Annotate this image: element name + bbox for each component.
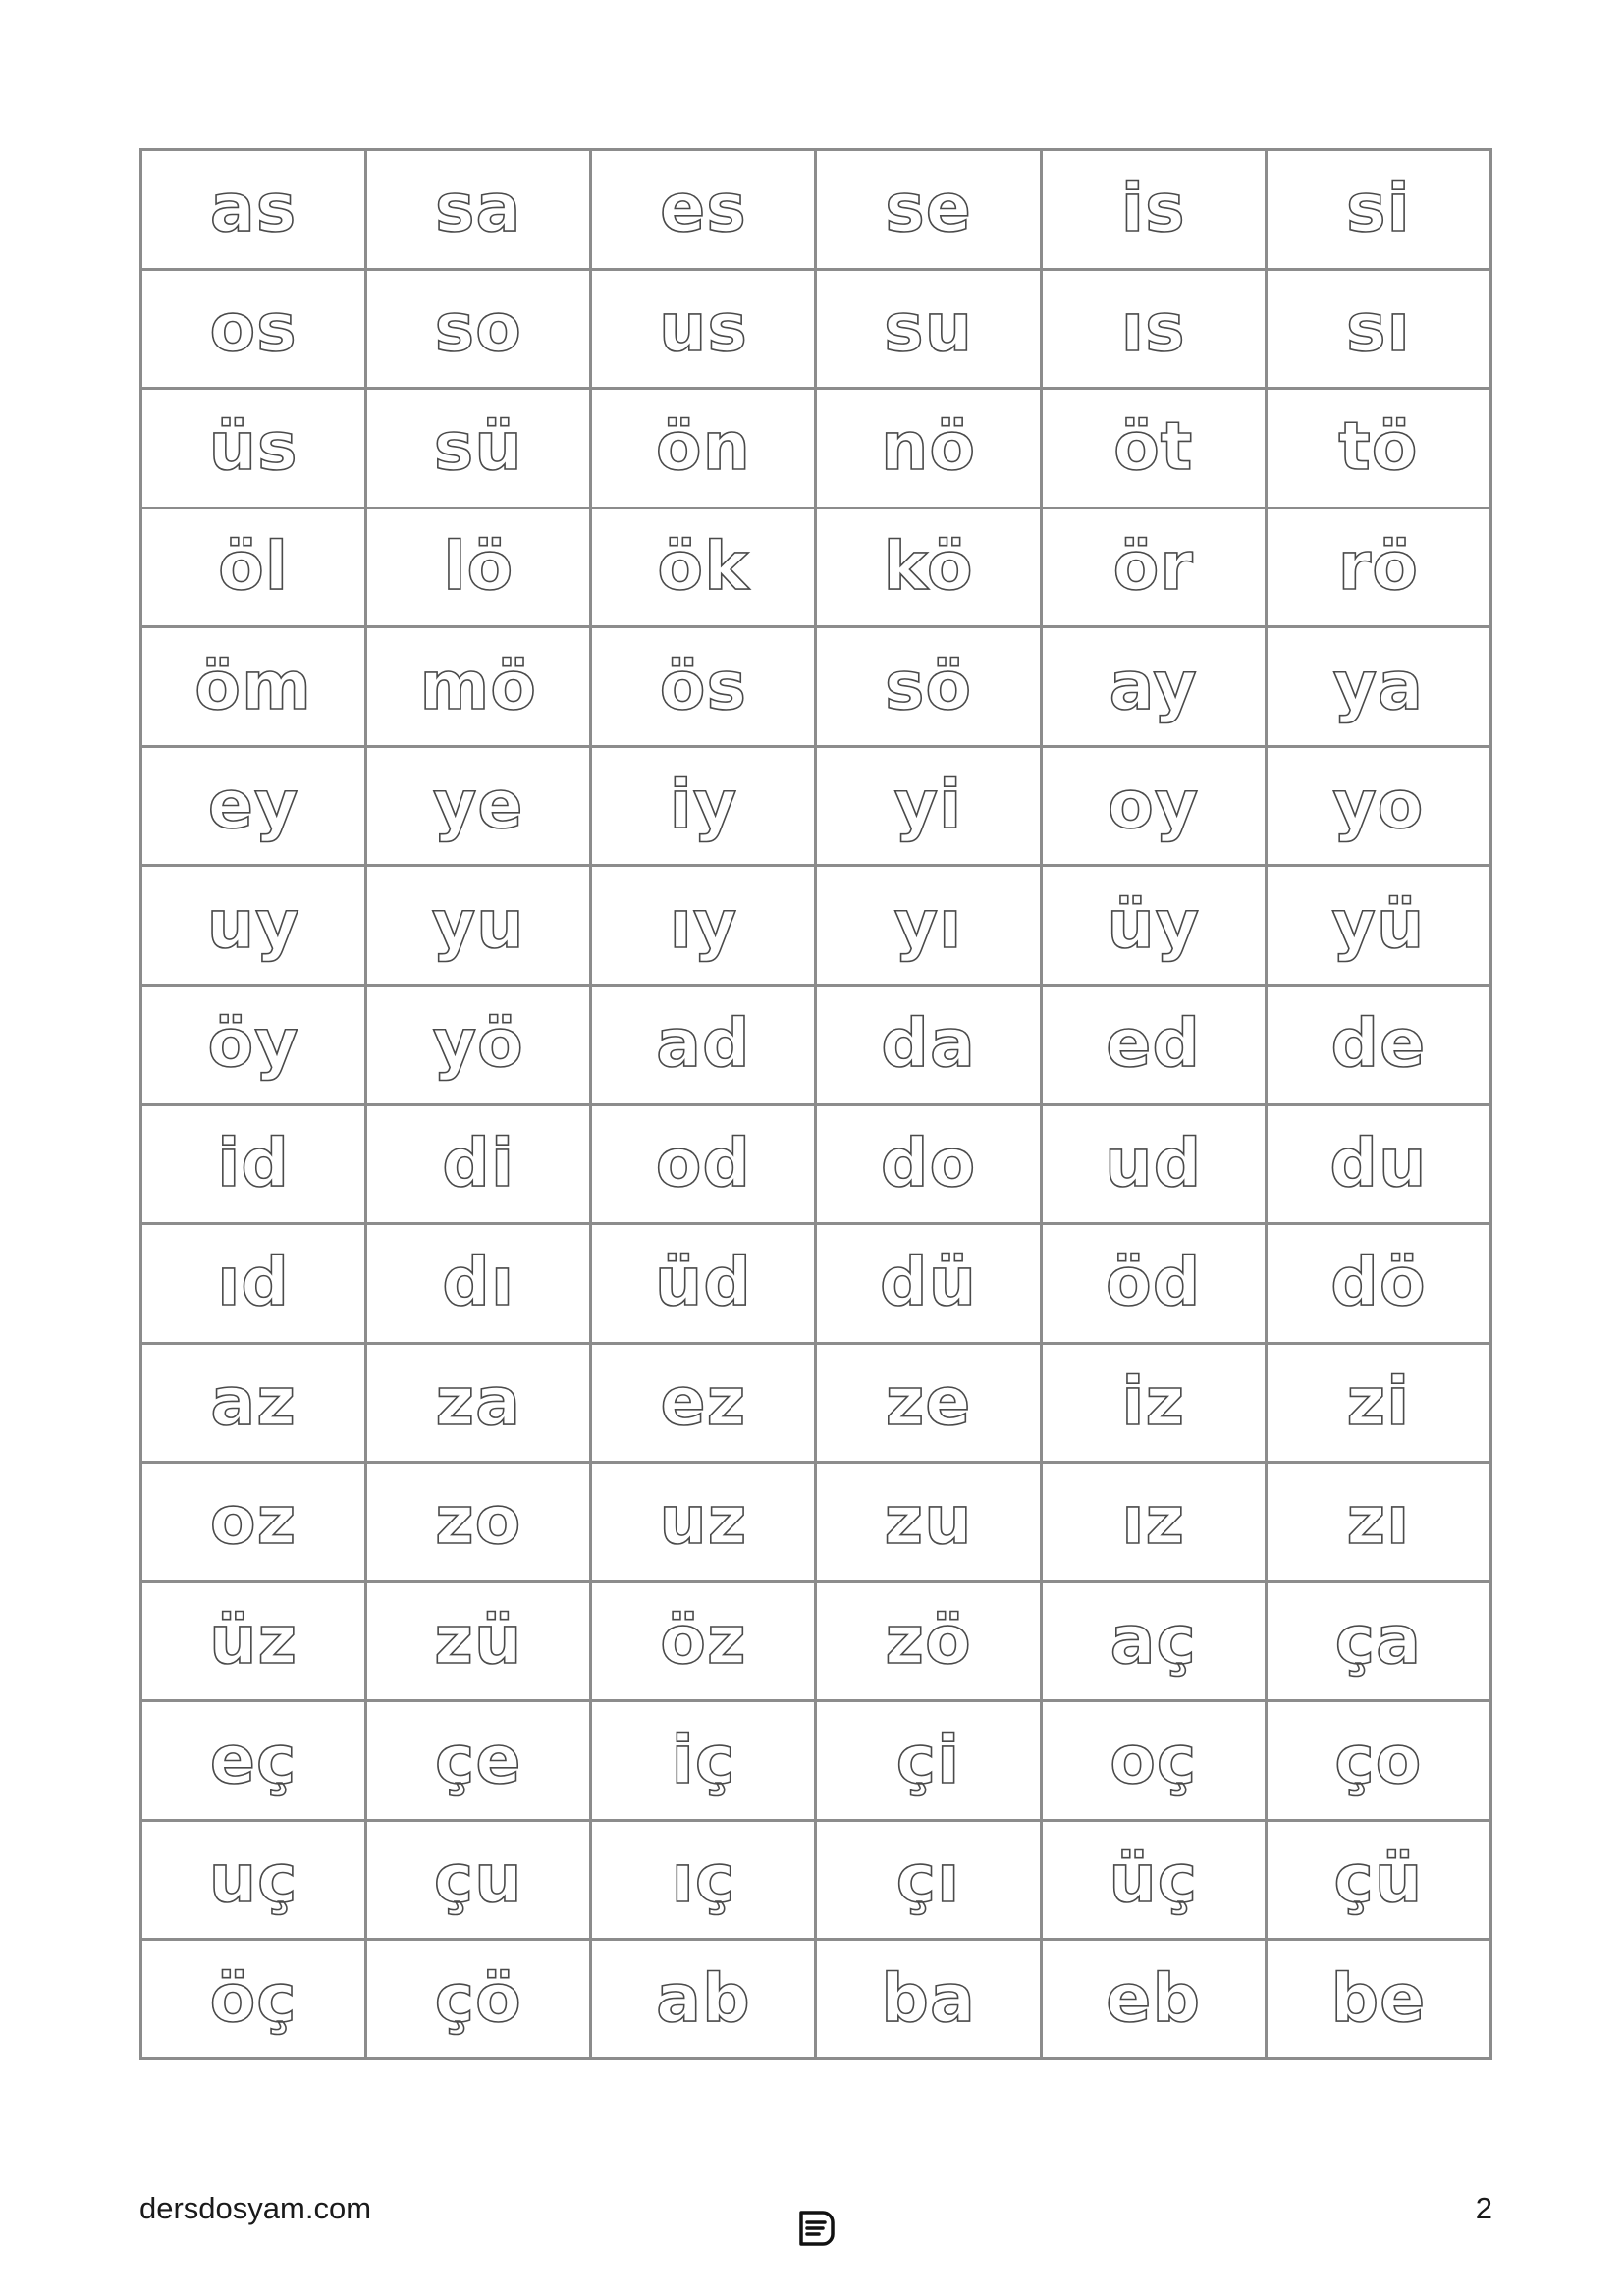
tracing-syllable: se bbox=[885, 170, 972, 248]
grid-cell bbox=[591, 1940, 816, 2059]
tracing-syllable: zu bbox=[884, 1482, 973, 1561]
tracing-syllable: dı bbox=[442, 1244, 515, 1322]
tracing-syllable: ab bbox=[656, 1959, 751, 2038]
tracing-syllable: çı bbox=[895, 1841, 961, 1919]
tracing-syllable: rö bbox=[1337, 527, 1420, 606]
tracing-syllable: od bbox=[655, 1124, 752, 1202]
tracing-syllable: öd bbox=[1106, 1244, 1202, 1322]
grid-cell bbox=[1041, 1104, 1266, 1224]
tracing-syllable: iz bbox=[1121, 1362, 1186, 1441]
tracing-syllable: sü bbox=[433, 408, 523, 487]
grid-row bbox=[141, 507, 1491, 627]
tracing-syllable: do bbox=[880, 1124, 977, 1202]
grid-cell bbox=[1041, 1581, 1266, 1701]
grid-cell bbox=[591, 1701, 816, 1821]
syllable-grid-body bbox=[141, 150, 1491, 2059]
grid-cell bbox=[591, 1820, 816, 1940]
tracing-syllable: öç bbox=[209, 1959, 298, 2038]
grid-cell bbox=[366, 507, 591, 627]
tracing-syllable: be bbox=[1330, 1959, 1427, 2038]
tracing-syllable: ed bbox=[1106, 1005, 1202, 1084]
grid-row bbox=[141, 1463, 1491, 1582]
grid-cell bbox=[1266, 1701, 1490, 1821]
tracing-syllable: za bbox=[435, 1362, 521, 1441]
tracing-syllable: us bbox=[658, 289, 748, 367]
grid-row bbox=[141, 1581, 1491, 1701]
grid-cell bbox=[1266, 866, 1490, 986]
grid-cell bbox=[1041, 627, 1266, 747]
tracing-syllable: kö bbox=[883, 527, 974, 606]
tracing-syllable: üy bbox=[1107, 885, 1201, 964]
grid-row bbox=[141, 1820, 1491, 1940]
tracing-syllable: ud bbox=[1105, 1124, 1203, 1202]
tracing-syllable: ça bbox=[1334, 1602, 1422, 1681]
grid-cell bbox=[366, 1343, 591, 1463]
grid-cell bbox=[366, 389, 591, 508]
tracing-syllable: ay bbox=[1109, 647, 1198, 725]
tracing-syllable: iç bbox=[671, 1721, 736, 1799]
grid-cell bbox=[1266, 507, 1490, 627]
tracing-syllable: uy bbox=[206, 885, 300, 964]
grid-row bbox=[141, 1701, 1491, 1821]
tracing-syllable: ıç bbox=[671, 1841, 736, 1919]
grid-cell bbox=[141, 627, 366, 747]
tracing-syllable: ız bbox=[1121, 1482, 1186, 1561]
tracing-syllable: sa bbox=[435, 170, 522, 248]
grid-cell bbox=[141, 1940, 366, 2059]
tracing-syllable: ön bbox=[655, 408, 751, 487]
tracing-syllable: os bbox=[209, 289, 298, 367]
grid-cell bbox=[366, 1820, 591, 1940]
grid-cell bbox=[141, 1581, 366, 1701]
grid-row bbox=[141, 389, 1491, 508]
tracing-syllable: az bbox=[210, 1362, 297, 1441]
tracing-syllable: zo bbox=[435, 1482, 522, 1561]
tracing-syllable: dü bbox=[880, 1244, 978, 1322]
grid-cell bbox=[816, 1701, 1041, 1821]
grid-row bbox=[141, 1104, 1491, 1224]
grid-row bbox=[141, 866, 1491, 986]
tracing-syllable: öm bbox=[194, 647, 312, 725]
tracing-syllable: ök bbox=[657, 527, 750, 606]
grid-cell bbox=[1041, 1343, 1266, 1463]
footer-site-name: dersdosyam.com bbox=[139, 2191, 372, 2225]
grid-cell bbox=[1041, 1224, 1266, 1344]
tracing-syllable: yo bbox=[1332, 767, 1425, 845]
grid-cell bbox=[591, 1224, 816, 1344]
grid-cell bbox=[816, 389, 1041, 508]
tracing-syllable: oy bbox=[1108, 767, 1200, 845]
grid-cell bbox=[816, 1820, 1041, 1940]
tracing-syllable: ör bbox=[1112, 527, 1194, 606]
tracing-syllable: öy bbox=[207, 1005, 299, 1084]
tracing-syllable: ez bbox=[660, 1362, 747, 1441]
grid-cell bbox=[591, 269, 816, 389]
grid-cell bbox=[1266, 1224, 1490, 1344]
tracing-syllable: du bbox=[1329, 1124, 1428, 1202]
tracing-syllable: ya bbox=[1332, 647, 1424, 725]
grid-cell bbox=[1266, 746, 1490, 866]
grid-cell bbox=[591, 985, 816, 1104]
grid-row bbox=[141, 985, 1491, 1104]
page-number: 2 bbox=[1475, 2191, 1492, 2225]
tracing-syllable: as bbox=[209, 170, 298, 248]
grid-cell bbox=[366, 1463, 591, 1582]
grid-cell bbox=[1041, 1940, 1266, 2059]
grid-cell bbox=[366, 150, 591, 270]
grid-cell bbox=[816, 150, 1041, 270]
grid-cell bbox=[1041, 985, 1266, 1104]
grid-cell bbox=[366, 746, 591, 866]
grid-cell bbox=[141, 1104, 366, 1224]
tracing-syllable: zü bbox=[434, 1602, 523, 1681]
grid-cell bbox=[141, 507, 366, 627]
grid-cell bbox=[591, 1581, 816, 1701]
grid-row bbox=[141, 269, 1491, 389]
grid-cell bbox=[591, 389, 816, 508]
tracing-syllable: ad bbox=[656, 1005, 751, 1084]
grid-cell bbox=[141, 389, 366, 508]
tracing-syllable: zı bbox=[1346, 1482, 1411, 1561]
grid-cell bbox=[1041, 507, 1266, 627]
grid-cell bbox=[1266, 1820, 1490, 1940]
tracing-syllable: sö bbox=[884, 647, 973, 725]
grid-cell bbox=[1041, 1463, 1266, 1582]
grid-cell bbox=[366, 1581, 591, 1701]
grid-cell bbox=[816, 746, 1041, 866]
tracing-syllable: di bbox=[442, 1124, 515, 1202]
tracing-syllable: sı bbox=[1345, 289, 1411, 367]
grid-cell bbox=[1266, 1104, 1490, 1224]
grid-cell bbox=[366, 866, 591, 986]
tracing-syllable: oz bbox=[209, 1482, 298, 1561]
grid-cell bbox=[141, 985, 366, 1104]
tracing-syllable: iy bbox=[669, 767, 738, 845]
tracing-syllable: tö bbox=[1338, 408, 1419, 487]
tracing-syllable: üs bbox=[208, 408, 298, 487]
grid-cell bbox=[1266, 1581, 1490, 1701]
grid-cell bbox=[591, 1104, 816, 1224]
grid-cell bbox=[141, 866, 366, 986]
grid-row bbox=[141, 746, 1491, 866]
tracing-syllable: ço bbox=[1334, 1721, 1423, 1799]
grid-cell bbox=[816, 507, 1041, 627]
tracing-syllable: nö bbox=[880, 408, 977, 487]
grid-cell bbox=[366, 1701, 591, 1821]
tracing-syllable: ıd bbox=[217, 1244, 291, 1322]
grid-cell bbox=[366, 627, 591, 747]
grid-cell bbox=[1266, 389, 1490, 508]
grid-cell bbox=[816, 1463, 1041, 1582]
tracing-syllable: üd bbox=[654, 1244, 752, 1322]
grid-cell bbox=[1041, 389, 1266, 508]
tracing-syllable: yi bbox=[893, 767, 963, 845]
grid-cell bbox=[141, 150, 366, 270]
tracing-syllable: aç bbox=[1110, 1602, 1197, 1681]
tracing-syllable: dö bbox=[1330, 1244, 1427, 1322]
syllable-grid bbox=[139, 148, 1492, 2060]
grid-cell bbox=[366, 985, 591, 1104]
tracing-syllable: zi bbox=[1346, 1362, 1411, 1441]
grid-cell bbox=[141, 1701, 366, 1821]
grid-row bbox=[141, 150, 1491, 270]
tracing-syllable: üz bbox=[209, 1602, 298, 1681]
tracing-syllable: oç bbox=[1110, 1721, 1198, 1799]
grid-cell bbox=[1266, 1343, 1490, 1463]
grid-cell bbox=[141, 746, 366, 866]
tracing-syllable: öl bbox=[218, 527, 290, 606]
tracing-syllable: su bbox=[884, 289, 973, 367]
tracing-syllable: çö bbox=[434, 1959, 522, 2038]
grid-cell bbox=[1041, 1701, 1266, 1821]
grid-cell bbox=[591, 507, 816, 627]
tracing-syllable: çu bbox=[433, 1841, 523, 1919]
grid-cell bbox=[141, 1463, 366, 1582]
tracing-syllable: ze bbox=[885, 1362, 972, 1441]
grid-cell bbox=[1041, 1820, 1266, 1940]
tracing-syllable: çe bbox=[435, 1721, 522, 1799]
grid-cell bbox=[816, 1343, 1041, 1463]
grid-cell bbox=[591, 1463, 816, 1582]
tracing-syllable: ıs bbox=[1120, 289, 1186, 367]
grid-cell bbox=[1266, 269, 1490, 389]
tracing-syllable: mö bbox=[419, 647, 538, 725]
grid-cell bbox=[1266, 150, 1490, 270]
tracing-syllable: öt bbox=[1113, 408, 1194, 487]
grid-cell bbox=[366, 269, 591, 389]
grid-cell bbox=[1041, 746, 1266, 866]
grid-cell bbox=[816, 269, 1041, 389]
grid-row bbox=[141, 1940, 1491, 2059]
grid-row bbox=[141, 1343, 1491, 1463]
grid-cell bbox=[591, 627, 816, 747]
grid-cell bbox=[366, 1104, 591, 1224]
tracing-syllable: çü bbox=[1333, 1841, 1424, 1919]
tracing-syllable: uz bbox=[659, 1482, 748, 1561]
tracing-syllable: zö bbox=[885, 1602, 972, 1681]
grid-row bbox=[141, 627, 1491, 747]
grid-cell bbox=[366, 1224, 591, 1344]
grid-cell bbox=[591, 746, 816, 866]
tracing-syllable: yu bbox=[431, 885, 525, 964]
grid-cell bbox=[1266, 985, 1490, 1104]
grid-row bbox=[141, 1224, 1491, 1344]
grid-cell bbox=[1041, 866, 1266, 986]
grid-cell bbox=[816, 1581, 1041, 1701]
grid-cell bbox=[1041, 150, 1266, 270]
grid-cell bbox=[591, 150, 816, 270]
grid-cell bbox=[1266, 627, 1490, 747]
tracing-syllable: eç bbox=[209, 1721, 298, 1799]
tracing-syllable: so bbox=[434, 289, 522, 367]
grid-cell bbox=[1266, 1940, 1490, 2059]
tracing-syllable: si bbox=[1345, 170, 1411, 248]
grid-cell bbox=[816, 866, 1041, 986]
tracing-syllable: da bbox=[881, 1005, 976, 1084]
grid-cell bbox=[366, 1940, 591, 2059]
grid-cell bbox=[141, 269, 366, 389]
tracing-syllable: de bbox=[1330, 1005, 1427, 1084]
tracing-syllable: ıy bbox=[669, 885, 738, 964]
grid-cell bbox=[141, 1224, 366, 1344]
document-lines-icon bbox=[793, 2209, 837, 2248]
tracing-syllable: öz bbox=[660, 1602, 747, 1681]
tracing-syllable: eb bbox=[1106, 1959, 1202, 2038]
tracing-syllable: yü bbox=[1331, 885, 1426, 964]
grid-cell bbox=[816, 985, 1041, 1104]
tracing-syllable: ye bbox=[433, 767, 524, 845]
grid-cell bbox=[816, 1224, 1041, 1344]
grid-cell bbox=[816, 627, 1041, 747]
tracing-syllable: es bbox=[660, 170, 747, 248]
grid-cell bbox=[816, 1104, 1041, 1224]
grid-cell bbox=[141, 1343, 366, 1463]
tracing-syllable: yı bbox=[893, 885, 963, 964]
tracing-syllable: çi bbox=[895, 1721, 961, 1799]
tracing-syllable: ey bbox=[207, 767, 299, 845]
grid-cell bbox=[591, 866, 816, 986]
grid-cell bbox=[1041, 269, 1266, 389]
tracing-syllable: ba bbox=[881, 1959, 976, 2038]
tracing-syllable: üç bbox=[1109, 1841, 1199, 1919]
tracing-syllable: id bbox=[217, 1124, 291, 1202]
tracing-syllable: yö bbox=[432, 1005, 524, 1084]
grid-cell bbox=[591, 1343, 816, 1463]
tracing-syllable: lö bbox=[443, 527, 514, 606]
tracing-syllable: uç bbox=[208, 1841, 298, 1919]
tracing-syllable: ös bbox=[659, 647, 747, 725]
tracing-syllable: is bbox=[1120, 170, 1186, 248]
grid-cell bbox=[816, 1940, 1041, 2059]
grid-cell bbox=[1266, 1463, 1490, 1582]
grid-cell bbox=[141, 1820, 366, 1940]
